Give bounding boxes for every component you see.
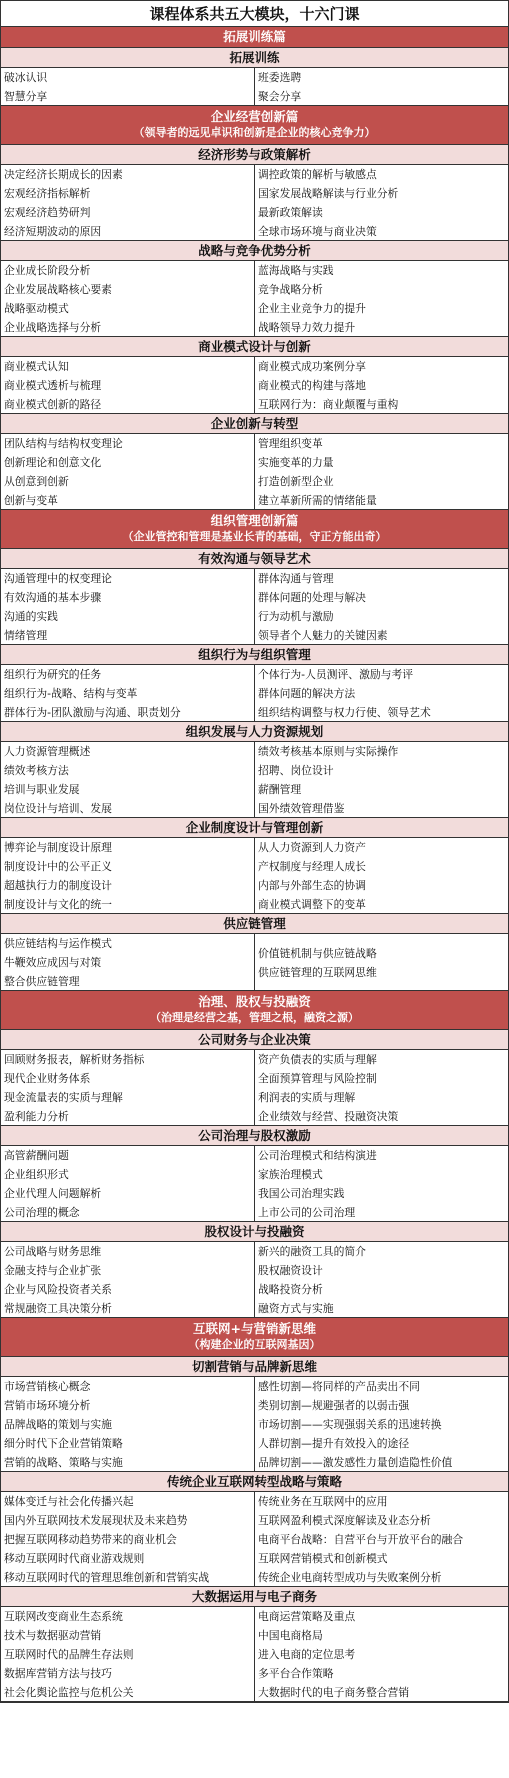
course-topics <box>1 1146 508 1222</box>
course-title: 组织行为与组织管理 <box>1 645 508 665</box>
topic-item: 市场切割——实现强弱关系的迅速转换 <box>258 1418 442 1431</box>
topic-item: 传统业务在互联网中的应用 <box>258 1495 388 1508</box>
topic-item: 薪酬管理 <box>258 783 302 796</box>
topic-item: 创新与变革 <box>4 494 58 507</box>
topic-item: 群体问题的处理与解决 <box>258 591 366 604</box>
topic-item: 电商运营策略及重点 <box>258 1610 356 1623</box>
course-title: 公司财务与企业决策 <box>1 1030 508 1050</box>
course-topics <box>1 357 508 414</box>
topic-item: 竞争战略分析 <box>258 283 323 296</box>
topic-item: 大数据时代的电子商务整合营销 <box>258 1686 410 1699</box>
course-topics <box>1 1607 508 1702</box>
topic-item: 企业绩效与经营、投融资决策 <box>258 1110 399 1123</box>
topic-item: 智慧分享 <box>4 90 48 103</box>
topic-item: 供应链管理的互联网思维 <box>258 965 377 979</box>
course-title: 有效沟通与领导艺术 <box>1 549 508 569</box>
topics-left-column <box>1 1492 255 1587</box>
topic-item: 管理组织变革 <box>258 437 323 450</box>
topic-item: 产权制度与经理人成长 <box>258 860 366 873</box>
topic-item: 企业战略选择与分析 <box>4 321 102 334</box>
topic-item: 商业模式成功案例分享 <box>258 360 366 373</box>
topic-item: 聚会分享 <box>258 90 302 103</box>
topic-item: 行为动机与激励 <box>258 610 334 623</box>
topic-item: 博弈论与制度设计原理 <box>4 841 112 854</box>
module-subtitle: （治理是经营之基，管理之根，融资之源） <box>150 1011 359 1024</box>
topic-item: 商业模式调整下的变革 <box>258 898 366 911</box>
topic-item: 品牌战略的策划与实施 <box>4 1418 112 1431</box>
topic-item: 调控政策的解析与敏感点 <box>258 168 377 181</box>
topic-item: 电商平台战略：自营平台与开放平台的融合 <box>258 1533 464 1546</box>
topics-right-column <box>255 1607 508 1702</box>
topic-item: 破冰认识 <box>4 71 48 84</box>
course-topics <box>1 569 508 645</box>
topic-item: 股权融资设计 <box>258 1264 323 1277</box>
module-title: 拓展训练篇 <box>223 29 286 44</box>
course-title: 企业创新与转型 <box>1 414 508 434</box>
course-title: 战略与竞争优势分析 <box>1 241 508 261</box>
topics-right-column <box>255 1242 508 1318</box>
topic-item: 企业与风险投资者关系 <box>4 1283 112 1296</box>
topics-right-column <box>255 665 508 722</box>
module-title: 治理、股权与投融资 <box>198 994 311 1009</box>
topic-item: 公司战略与财务思维 <box>4 1245 102 1258</box>
topic-item: 企业代理人问题解析 <box>4 1187 102 1200</box>
topic-item: 岗位设计与培训、发展 <box>4 802 112 815</box>
topics-right-column <box>255 1377 508 1472</box>
module-header <box>1 1318 508 1357</box>
topic-item: 领导者个人魅力的关键因素 <box>258 629 388 642</box>
topic-item: 传统企业电商转型成功与失败案例分析 <box>258 1571 442 1584</box>
topic-item: 绩效考核基本原则与实际操作 <box>258 745 399 758</box>
topic-item: 营销的战略、策略与实施 <box>4 1456 123 1469</box>
course-modules <box>1 27 508 1702</box>
course-topics <box>1 1050 508 1126</box>
topics-left-column <box>1 1050 255 1126</box>
topics-right-column <box>255 838 508 914</box>
topic-item: 内部与外部生态的协调 <box>258 879 366 892</box>
topic-item: 感性切割—将同样的产品卖出不同 <box>258 1380 420 1393</box>
topic-item: 全面预算管理与风险控制 <box>258 1072 377 1085</box>
topics-right-column <box>255 569 508 645</box>
topic-item: 绩效考核方法 <box>4 764 69 777</box>
topic-item: 整合供应链管理 <box>4 975 80 988</box>
topics-right-column <box>255 1492 508 1587</box>
course-title: 经济形势与政策解析 <box>1 145 508 165</box>
topic-item: 市场营销核心概念 <box>4 1380 91 1393</box>
course-topics <box>1 261 508 337</box>
course-topics <box>1 742 508 818</box>
topic-item: 技术与数据驱动营销 <box>4 1629 102 1642</box>
topic-item: 公司治理的概念 <box>4 1206 80 1219</box>
topic-item: 公司治理模式和结构演进 <box>258 1149 377 1162</box>
topics-left-column <box>1 665 255 722</box>
topics-right-column <box>255 68 508 106</box>
topic-item: 蓝海战略与实践 <box>258 264 334 277</box>
topic-item: 利润表的实质与理解 <box>258 1091 356 1104</box>
topic-item: 互联网时代的品牌生存法则 <box>4 1648 134 1661</box>
topic-item: 企业发展战略核心要素 <box>4 283 112 296</box>
course-topics <box>1 1492 508 1587</box>
topic-item: 把握互联网移动趋势带来的商业机会 <box>4 1533 177 1546</box>
topic-item: 人群切割—提升有效投入的途径 <box>258 1437 410 1450</box>
topic-item: 人力资源管理概述 <box>4 745 91 758</box>
topics-right-column <box>255 1146 508 1222</box>
topic-item: 最新政策解读 <box>258 206 323 219</box>
course-title: 公司治理与股权激励 <box>1 1126 508 1146</box>
topics-left-column <box>1 1377 255 1472</box>
topic-item: 我国公司治理实践 <box>258 1187 345 1200</box>
topic-item: 中国电商格局 <box>258 1629 323 1642</box>
course-topics <box>1 1242 508 1318</box>
course-title: 企业制度设计与管理创新 <box>1 818 508 838</box>
topics-left-column <box>1 1146 255 1222</box>
topic-item: 互联网改变商业生态系统 <box>4 1610 123 1623</box>
topic-item: 移动互联网时代商业游戏规则 <box>4 1552 145 1565</box>
topic-item: 现金流量表的实质与理解 <box>4 1091 123 1104</box>
module-title: 互联网+与营销新思维 <box>193 1321 316 1336</box>
topic-item: 组织行为-战略、结构与变革 <box>4 687 138 700</box>
topic-item: 商业模式认知 <box>4 360 69 373</box>
topic-item: 商业模式创新的路径 <box>4 398 102 411</box>
topic-item: 高管薪酬问题 <box>4 1149 69 1162</box>
topic-item: 上市公司的公司治理 <box>258 1206 356 1219</box>
topics-left-column <box>1 261 255 337</box>
topic-item: 创新理论和创意文化 <box>4 456 102 469</box>
topics-right-column <box>255 742 508 818</box>
course-topics <box>1 665 508 722</box>
topics-right-column <box>255 434 508 510</box>
topic-item: 制度设计与文化的统一 <box>4 898 112 911</box>
topics-left-column <box>1 838 255 914</box>
module-title: 组织管理创新篇 <box>210 513 299 528</box>
topic-item: 战略投资分析 <box>258 1283 323 1296</box>
topics-left-column <box>1 68 255 106</box>
topics-left-column <box>1 1607 255 1702</box>
page-title: 课程体系共五大模块，十六门课 <box>1 1 508 27</box>
topics-left-column <box>1 742 255 818</box>
topic-item: 资产负债表的实质与理解 <box>258 1053 377 1066</box>
topic-item: 培训与职业发展 <box>4 783 80 796</box>
topic-item: 家族治理模式 <box>258 1168 323 1181</box>
module-subtitle: （构建企业的互联网基因） <box>188 1338 321 1351</box>
topic-item: 建立革新所需的情绪能量 <box>258 494 377 507</box>
topic-item: 班委选聘 <box>258 71 302 84</box>
topic-item: 战略领导力效力提升 <box>258 321 356 334</box>
topic-item: 国外绩效管理借鉴 <box>258 802 345 815</box>
module-header <box>1 510 508 549</box>
course-topics <box>1 68 508 106</box>
topic-item: 融资方式与实施 <box>258 1302 334 1315</box>
topic-item: 经济短期波动的原因 <box>4 225 102 238</box>
topic-item: 决定经济长期成长的因素 <box>4 168 123 181</box>
course-title: 传统企业互联网转型战略与策略 <box>1 1472 508 1492</box>
module-subtitle: （领导者的远见卓识和创新是企业的核心竞争力） <box>133 126 376 139</box>
course-title: 组织发展与人力资源规划 <box>1 722 508 742</box>
course-title: 供应链管理 <box>1 914 508 934</box>
topic-item: 从人力资源到人力资产 <box>258 841 366 854</box>
topic-item: 多平台合作策略 <box>258 1667 334 1680</box>
course-title: 股权设计与投融资 <box>1 1222 508 1242</box>
topic-item: 个体行为-人员测评、激励与考评 <box>258 668 414 681</box>
topic-item: 群体沟通与管理 <box>258 572 334 585</box>
topic-item: 盈利能力分析 <box>4 1110 69 1123</box>
topic-item: 组织结构调整与权力行使、领导艺术 <box>258 706 431 719</box>
topic-item: 回顾财务报表，解析财务指标 <box>4 1053 145 1066</box>
topics-left-column <box>1 165 255 241</box>
topic-item: 群体行为-团队激励与沟通、职责划分 <box>4 706 181 719</box>
course-topics <box>1 434 508 510</box>
topic-item: 招聘、岗位设计 <box>258 764 334 777</box>
course-topics <box>1 1377 508 1472</box>
course-title: 拓展训练 <box>1 48 508 68</box>
topic-item: 群体问题的解决方法 <box>258 687 356 700</box>
module-header <box>1 27 508 48</box>
topic-item: 移动互联网时代的管理思维创新和营销实战 <box>4 1571 210 1584</box>
topics-left-column <box>1 434 255 510</box>
module-header <box>1 106 508 145</box>
topic-item: 企业成长阶段分析 <box>4 264 91 277</box>
topic-item: 现代企业财务体系 <box>4 1072 91 1085</box>
topic-item: 沟通的实践 <box>4 610 58 623</box>
topics-right-column <box>255 1050 508 1126</box>
topic-item: 品牌切割——激发感性力量创造隐性价值 <box>258 1456 453 1469</box>
topics-right-column <box>255 934 508 991</box>
topic-item: 实施变革的力量 <box>258 456 334 469</box>
topics-right-column <box>255 261 508 337</box>
topics-left-column <box>1 569 255 645</box>
topic-item: 价值链机制与供应链战略 <box>258 946 377 960</box>
topic-item: 沟通管理中的权变理论 <box>4 572 112 585</box>
topic-item: 互联网营销模式和创新模式 <box>258 1552 388 1565</box>
topic-item: 从创意到创新 <box>4 475 69 488</box>
course-topics <box>1 165 508 241</box>
topic-item: 进入电商的定位思考 <box>258 1648 356 1661</box>
topic-item: 社会化舆论监控与危机公关 <box>4 1686 134 1699</box>
topic-item: 情绪管理 <box>4 629 48 642</box>
topics-right-column <box>255 357 508 414</box>
topic-item: 全球市场环境与商业决策 <box>258 225 377 238</box>
topic-item: 营销市场环境分析 <box>4 1399 91 1412</box>
topic-item: 互联网盈利模式深度解读及业态分析 <box>258 1514 431 1527</box>
topics-left-column <box>1 357 255 414</box>
topic-item: 供应链结构与运作模式 <box>4 937 112 950</box>
course-title: 大数据运用与电子商务 <box>1 1587 508 1607</box>
module-subtitle: （企业管控和管理是基业长青的基础，守正方能出奇） <box>122 530 387 543</box>
topic-item: 战略驱动模式 <box>4 302 69 315</box>
topic-item: 互联网行为：商业颠覆与重构 <box>258 398 399 411</box>
topic-item: 国家发展战略解读与行业分析 <box>258 187 399 200</box>
topics-left-column <box>1 1242 255 1318</box>
topic-item: 金融支持与企业扩张 <box>4 1264 102 1277</box>
topic-item: 超越执行力的制度设计 <box>4 879 112 892</box>
topic-item: 常规融资工具决策分析 <box>4 1302 112 1315</box>
topic-item: 团队结构与结构权变理论 <box>4 437 123 450</box>
course-topics <box>1 934 508 991</box>
topic-item: 数据库营销方法与技巧 <box>4 1667 112 1680</box>
topic-item: 新兴的融资工具的简介 <box>258 1245 366 1258</box>
topic-item: 商业模式透析与梳理 <box>4 379 102 392</box>
topic-item: 细分时代下企业营销策略 <box>4 1437 123 1450</box>
topic-item: 牛鞭效应成因与对策 <box>4 956 102 969</box>
topic-item: 媒体变迁与社会化传播兴起 <box>4 1495 134 1508</box>
topic-item: 企业组织形式 <box>4 1168 69 1181</box>
course-title: 商业模式设计与创新 <box>1 337 508 357</box>
topics-right-column <box>255 165 508 241</box>
topic-item: 商业模式的构建与落地 <box>258 379 366 392</box>
course-topics <box>1 838 508 914</box>
module-header <box>1 991 508 1030</box>
topic-item: 类别切割—规避强者的以弱击强 <box>258 1399 410 1412</box>
topics-left-column <box>1 934 255 991</box>
topic-item: 宏观经济指标解析 <box>4 187 91 200</box>
topic-item: 国内外互联网技术发展现状及未来趋势 <box>4 1514 188 1527</box>
topic-item: 制度设计中的公平正义 <box>4 860 112 873</box>
course-title: 切割营销与品牌新思维 <box>1 1357 508 1377</box>
topic-item: 企业主业竞争力的提升 <box>258 302 366 315</box>
topic-item: 组织行为研究的任务 <box>4 668 102 681</box>
module-title: 企业经营创新篇 <box>210 109 299 124</box>
topic-item: 打造创新型企业 <box>258 475 334 488</box>
topic-item: 有效沟通的基本步骤 <box>4 591 102 604</box>
topic-item: 宏观经济趋势研判 <box>4 206 91 219</box>
